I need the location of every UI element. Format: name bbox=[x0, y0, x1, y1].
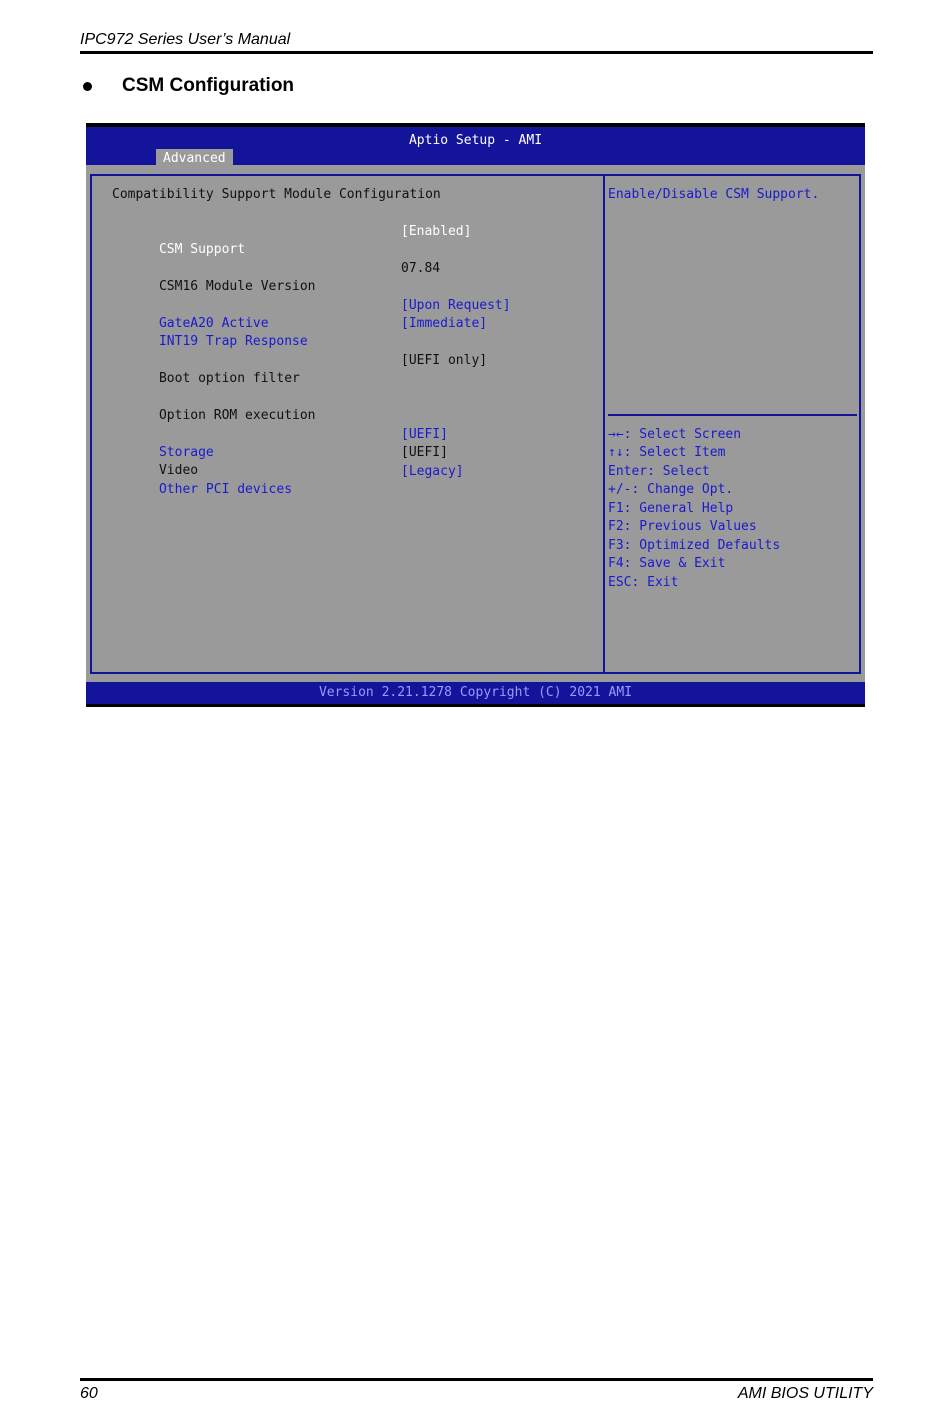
item-label: GateA20 Active bbox=[158, 316, 269, 331]
key-help-line: ↑↓: Select Item bbox=[608, 445, 726, 460]
key-help-line: F4: Save & Exit bbox=[608, 556, 726, 571]
item-value: [Legacy] bbox=[401, 464, 464, 479]
other-pci-devices-item[interactable] bbox=[112, 463, 464, 497]
bios-title: Aptio Setup - AMI bbox=[408, 133, 543, 148]
tab-advanced[interactable]: Advanced bbox=[156, 149, 233, 169]
bios-screenshot bbox=[86, 123, 865, 707]
key-help-line: Enter: Select bbox=[608, 464, 710, 479]
item-label: Boot option filter bbox=[158, 371, 300, 386]
key-help-line: →←: Select Screen bbox=[608, 427, 742, 442]
manual-title: IPC972 Series User’s Manual bbox=[80, 31, 291, 48]
help-divider bbox=[608, 414, 857, 416]
item-label: Option ROM execution bbox=[158, 408, 316, 423]
chapter-name: AMI BIOS UTILITY bbox=[737, 1385, 873, 1402]
key-help-line: +/-: Change Opt. bbox=[608, 482, 734, 497]
bios-title-bar bbox=[86, 123, 865, 165]
boot-option-filter-item bbox=[112, 352, 488, 386]
item-value: 07.84 bbox=[401, 261, 441, 276]
bullet-icon bbox=[83, 82, 92, 91]
item-value: [Upon Request] bbox=[401, 298, 511, 313]
section-heading bbox=[80, 74, 294, 98]
option-rom-execution-heading bbox=[112, 389, 316, 423]
item-value: [UEFI] bbox=[401, 427, 448, 442]
key-help-line: F1: General Help bbox=[608, 501, 734, 516]
key-help-line: F2: Previous Values bbox=[608, 519, 757, 534]
item-label: CSM16 Module Version bbox=[158, 279, 316, 294]
item-value: [Immediate] bbox=[401, 316, 488, 331]
storage-item[interactable] bbox=[112, 426, 448, 460]
key-help-line: F3: Optimized Defaults bbox=[608, 538, 781, 553]
item-label: Video bbox=[158, 463, 199, 478]
bios-settings-panel bbox=[90, 174, 605, 674]
bios-panel-heading: Compatibility Support Module Configuration bbox=[112, 187, 441, 202]
csm-support-item[interactable] bbox=[112, 223, 472, 257]
item-value: [Enabled] bbox=[401, 224, 472, 239]
bios-status-bar bbox=[86, 682, 865, 707]
item-label: INT19 Trap Response bbox=[158, 334, 308, 349]
int19-trap-response-item[interactable] bbox=[112, 315, 488, 349]
key-help-line: ESC: Exit bbox=[608, 575, 679, 590]
item-label: CSM Support bbox=[158, 242, 246, 257]
page-number: 60 bbox=[80, 1385, 98, 1402]
item-label: Other PCI devices bbox=[158, 482, 293, 497]
csm16-module-version-item bbox=[112, 260, 441, 294]
bios-help-panel bbox=[603, 174, 861, 674]
page-header bbox=[80, 30, 873, 54]
help-description: Enable/Disable CSM Support. bbox=[608, 187, 820, 202]
bios-version: Version 2.21.1278 Copyright (C) 2021 AMI bbox=[318, 685, 633, 700]
item-value: [UEFI] bbox=[401, 445, 448, 460]
item-value: [UEFI only] bbox=[401, 353, 488, 368]
page-footer bbox=[80, 1378, 873, 1402]
section-title: CSM Configuration bbox=[122, 75, 295, 96]
item-label: Storage bbox=[158, 445, 214, 460]
